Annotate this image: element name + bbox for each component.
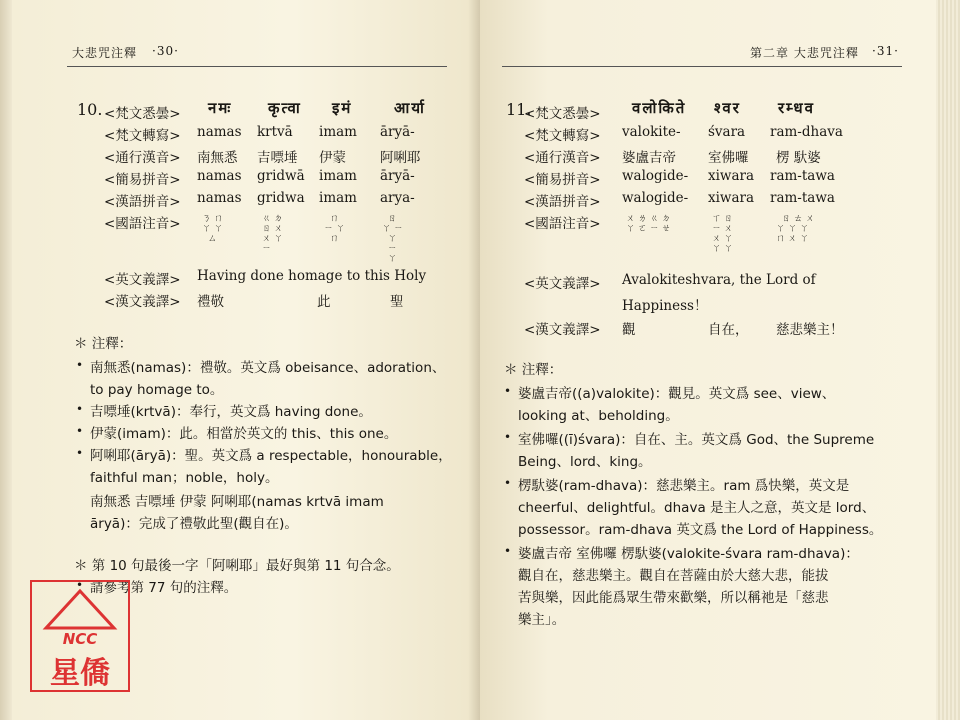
left-translit-2: krtvā [257, 124, 293, 140]
left-bullet-2: • [76, 402, 84, 416]
right-bullet-2: • [504, 430, 512, 444]
left-pinyin-2: gridwa [257, 190, 305, 206]
right-bullet-3: • [504, 476, 512, 490]
right-hanyin-1: 婆盧吉帝 [622, 150, 676, 166]
left-hanyin-3: 伊蒙 [319, 150, 346, 166]
right-note-4: 婆盧吉帝 室佛囉 楞馱婆(valokite-śvara ram-dhava)： [518, 546, 859, 562]
right-note-3c: possessor。ram-dhava 英文爲 the Lord of Happiness。 [518, 522, 883, 538]
right-zhuyin-2: ㄒ ㄖ ㄧ ㄨ ㄨ ㄚ ㄚ ㄚ [712, 214, 733, 254]
left-translit-3: imam [319, 124, 357, 140]
right-pinyin-3: ram-tawa [770, 190, 835, 206]
left-hanyin-2: 吉嘌埵 [257, 150, 298, 166]
left-bullet-5: • [76, 578, 84, 592]
left-header-title: 大悲咒注釋 [72, 46, 138, 60]
right-note-3: 楞馱婆(ram-dhava)：慈悲樂主。ram 爲快樂，英文是 [518, 478, 850, 494]
left-label-chinese: <漢文義譯> [104, 294, 181, 310]
left-label-siddham: <梵文悉曇> [104, 106, 181, 122]
left-siddham-1: नमः [208, 99, 233, 117]
right-label-siddham: <梵文悉曇> [524, 106, 601, 122]
left-bullet-4: • [76, 446, 84, 460]
right-bullet-1: • [504, 384, 512, 398]
left-hanyin-4: 阿唎耶 [380, 150, 421, 166]
right-hanyin-3: 楞 馱婆 [776, 150, 821, 166]
right-chinese-word-3: 慈悲樂主！ [776, 322, 844, 338]
stamp-triangle-icon [42, 588, 118, 632]
left-zhuyin-4: ㄖ ㄚ ㄧ ㄚ ㄧ ㄚ [382, 214, 403, 264]
left-siddham-3: इमं [332, 99, 353, 117]
right-note-2: 室佛囉((ī)śvara)：自在、主。英文爲 God、the Supreme [518, 432, 875, 448]
stamp-xingqiao-text: 星僑 [50, 656, 110, 691]
left-jianyi-1: namas [197, 168, 242, 184]
right-zhuyin-1: ㄨ ㄌ ㄍ ㄉ ㄚ ㄛ ㄧ ㄝ [626, 214, 671, 234]
left-label-zhuyin: <國語注音> [104, 216, 181, 232]
book-edge-left [0, 0, 12, 720]
left-notes-title: ＊ 注釋： [74, 336, 133, 352]
right-chinese-word-2: 自在， [708, 322, 749, 338]
left-jianyi-2: gridwā [257, 168, 305, 184]
right-note-4b: 觀自在，慈悲樂主。觀自在菩薩由於大慈大悲，能拔 [518, 568, 829, 584]
left-bullet-1: • [76, 358, 84, 372]
right-note-4c: 苦與樂，因此能爲眾生帶來歡樂，所以稱祂是「慈悲 [518, 590, 829, 606]
left-pinyin-1: namas [197, 190, 242, 206]
right-jianyi-2: xiwara [708, 168, 755, 184]
left-chinese-word-3: 聖 [390, 294, 404, 310]
left-note-1: 南無悉(namas)：禮敬。英文爲 obeisance、adoration、 [90, 360, 446, 376]
right-translit-3: ram-dhava [770, 124, 843, 140]
right-note-1: 婆盧吉帝((a)valokite)：觀見。英文爲 see、view、 [518, 386, 836, 402]
left-footnote-1: ＊ 第 10 句最後一字「阿唎耶」最好與第 11 句合念。 [74, 558, 400, 574]
right-label-translit: <梵文轉寫> [524, 128, 601, 144]
right-verse-number: 11. [506, 100, 532, 119]
right-header-rule [502, 66, 902, 67]
right-label-jianyi: <簡易拼音> [524, 172, 601, 188]
left-chinese-word-2: 此 [317, 294, 331, 310]
right-note-1b: looking at、beholding。 [518, 408, 679, 424]
left-label-pinyin: <漢語拼音> [104, 194, 181, 210]
left-chinese-word-1: 禮敬 [197, 294, 224, 310]
left-translit-1: namas [197, 124, 242, 140]
right-translit-2: śvara [708, 124, 746, 140]
right-bullet-4: • [504, 544, 512, 558]
stamp-ncc-text: NCC [62, 630, 98, 648]
left-label-english: <英文義譯> [104, 272, 181, 288]
left-jianyi-4: āryā- [380, 168, 415, 184]
left-note-4b: faithful man；noble，holy。 [90, 470, 279, 486]
right-chinese-word-1: 觀 [622, 322, 636, 338]
left-label-jianyi: <簡易拼音> [104, 172, 181, 188]
left-pinyin-4: arya- [380, 190, 415, 206]
left-siddham-2: कृत्वा [268, 99, 302, 117]
right-label-pinyin: <漢語拼音> [524, 194, 601, 210]
left-siddham-4: आर्या [394, 99, 426, 117]
left-footnote-2: 請參考第 77 句的注釋。 [90, 580, 238, 596]
right-note-4d: 樂主」。 [518, 612, 566, 628]
left-note-3: 伊蒙(imam)：此。相當於英文的 this、this one。 [90, 426, 398, 442]
left-hanyin-1: 南無悉 [197, 150, 238, 166]
right-label-chinese: <漢文義譯> [524, 322, 601, 338]
right-zhuyin-3: ㄖ ㄊ ㄨ ㄚ ㄚ ㄚ ㄇ ㄨ ㄚ [776, 214, 815, 244]
right-siddham-2: श्वर [714, 99, 741, 117]
right-translit-1: valokite- [622, 124, 681, 140]
right-note-2b: Being、lord、king。 [518, 454, 652, 470]
right-english-translation-2: Happiness！ [622, 298, 708, 314]
left-translit-4: āryā- [380, 124, 415, 140]
right-english-translation-1: Avalokiteshvara, the Lord of [622, 272, 816, 288]
left-zhuyin-1: ㄋ ㄇ ㄚ ㄚ ㄙ [202, 214, 223, 244]
left-label-hanyin: <通行漢音> [104, 150, 181, 166]
ncc-stamp-logo [30, 580, 130, 692]
right-header-page: ·31· [872, 44, 899, 58]
left-zhuyin-2: ㄍ ㄉ ㄖ ㄨ ㄨ ㄚ ㄧ [262, 214, 283, 254]
right-siddham-1: वलोकिते [632, 99, 687, 117]
right-pinyin-2: xiwara [708, 190, 755, 206]
right-siddham-3: रम्धव [778, 99, 815, 117]
left-note-4: 阿唎耶(āryā)：聖。英文爲 a respectable，honourable， [90, 448, 452, 464]
right-jianyi-1: walogide- [622, 168, 689, 184]
left-pinyin-3: imam [319, 190, 357, 206]
right-header-title: 第二章 大悲咒注釋 [750, 46, 859, 60]
right-jianyi-3: ram-tawa [770, 168, 835, 184]
left-header-rule [67, 66, 447, 67]
right-pinyin-1: walogide- [622, 190, 689, 206]
left-jianyi-3: imam [319, 168, 357, 184]
right-note-3b: cheerful、delightful。dhava 是主人之意，英文是 lord、 [518, 500, 876, 516]
left-zhuyin-3: ㄇ ㄧ ㄚ ㄇ [324, 214, 345, 244]
right-notes-title: ＊ 注釋： [504, 362, 563, 378]
left-header-page: ·30· [152, 44, 179, 58]
left-note-1b: to pay homage to。 [90, 382, 224, 398]
right-label-hanyin: <通行漢音> [524, 150, 601, 166]
right-page [480, 0, 936, 720]
left-english-translation: Having done homage to this Holy [197, 268, 427, 284]
left-verse-number: 10. [77, 100, 103, 119]
left-note-2: 吉嘌埵(krtvā)：奉行，英文爲 having done。 [90, 404, 372, 420]
left-note-5b: āryā)：完成了禮敬此聖(觀自在)。 [90, 516, 298, 532]
left-note-5: 南無悉 吉嘌埵 伊蒙 阿唎耶(namas krtvā imam [90, 494, 384, 510]
book-edge-right [936, 0, 960, 720]
right-label-english: <英文義譯> [524, 276, 601, 292]
left-label-translit: <梵文轉寫> [104, 128, 181, 144]
right-hanyin-2: 室佛囉 [708, 150, 749, 166]
right-label-zhuyin: <國語注音> [524, 216, 601, 232]
left-bullet-3: • [76, 424, 84, 438]
